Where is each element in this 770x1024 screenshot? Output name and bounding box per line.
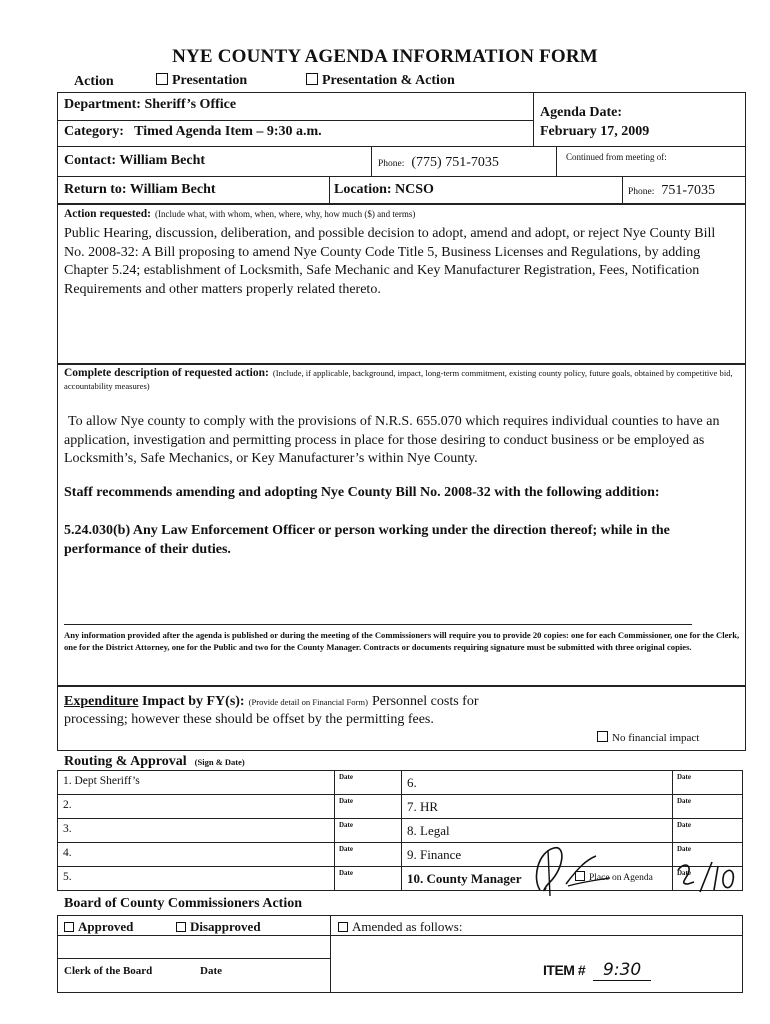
routing-row-4-label: 4. (63, 847, 72, 859)
action-requested-text: Public Hearing, discussion, deliberation, and possible decision to adopt, amend and adopt, or reject Nye County Bill No. 2008-32: A Bill proposing to amend Nye County Code Title 5, Business Licenses and Regulations, by adding Chapter 5.24; establishment of Locksmith, Safe Mechanic and Key Manufacturer Registration, Fees, Notification Requirements and other matters properly related thereto. (64, 226, 716, 297)
routing-row-3-label: 3. (63, 823, 72, 835)
form-title: NYE COUNTY AGENDA INFORMATION FORM (172, 46, 598, 67)
clerk-of-board-label: Clerk of the Board (64, 965, 153, 977)
county-manager-signature (520, 838, 630, 898)
expenditure-text: processing; however these should be offset by the permitting fees. (64, 712, 434, 727)
amended-option[interactable]: Amended as follows: (338, 919, 462, 935)
action-label: Action (74, 74, 114, 89)
complete-description-heading: Complete description of requested action: (Include, if applicable, background, impact, long-term commitment, existing county policy, future goals, obtained by competitive bid, accountability measures) (64, 367, 733, 391)
staff-recommendation: Staff recommends amending and adopting Nye County Bill No. 2008-32 with the following addition: (64, 485, 660, 500)
approval-date-handwriting (674, 856, 738, 896)
continued-from-label: Continued from meeting of: (566, 152, 667, 162)
routing-date-label: Date (339, 773, 353, 781)
routing-row-6-label: 6. (407, 775, 417, 790)
department-field: Department: Sheriff’s Office (64, 97, 237, 112)
return-phone: Phone: 751-7035 (628, 183, 716, 198)
routing-row-8-label: 8. Legal (407, 823, 450, 838)
category-field: Category: Timed Agenda Item – 9:30 a.m. (64, 124, 322, 139)
routing-row-2-label: 2. (63, 799, 72, 811)
place-on-agenda-option[interactable]: Place on Agenda (575, 871, 653, 883)
presentation-action-option[interactable]: Presentation & Action (306, 73, 455, 89)
disapproved-option[interactable]: Disapproved (176, 919, 261, 935)
agenda-date-value: February 17, 2009 (540, 124, 650, 139)
routing-date-label: Date (339, 845, 353, 853)
no-financial-impact-checkbox[interactable] (597, 731, 608, 742)
disapproved-checkbox[interactable] (176, 922, 186, 932)
routing-heading: Routing & Approval (Sign & Date) (64, 754, 245, 769)
approved-option[interactable]: Approved (64, 919, 133, 935)
routing-date-label: Date (677, 797, 691, 805)
amended-checkbox[interactable] (338, 922, 348, 932)
routing-date-label: Date (677, 773, 691, 781)
routing-date-label: Date (339, 869, 353, 877)
routing-row-10-label: 10. County Manager (407, 871, 522, 886)
contact-phone: Phone: (775) 751-7035 (378, 155, 499, 170)
routing-row-7-label: 7. HR (407, 799, 439, 814)
complete-description-text: To allow Nye county to comply with the provisions of N.R.S. 655.070 which requires individual counties to have an application, investigation and permitting process in place for those desiring to conduct business or be employed as Locksmith’s, Safe Mechanics, or Key Manufacturer’s within Nye County. (64, 414, 720, 466)
copies-notice: Any information provided after the agenda is published or during the meeting of the Commissioners will require you to provide 20 copies: one for each Commissioner, one for the Clerk, one for the District Attorney, one for the Public and two for the County Manager. Contracts or documents requiring signature must be submitted with three original copies. (64, 630, 740, 652)
item-number-stamp: ITEM # 9:30 (543, 960, 651, 981)
routing-row-1-label: 1. Dept Sheriff’s (63, 775, 140, 787)
return-to-field: Return to: William Becht (64, 182, 216, 197)
presentation-checkbox[interactable] (156, 73, 168, 85)
routing-row-9-label: 9. Finance (407, 847, 462, 862)
agenda-date-label: Agenda Date: (540, 105, 623, 120)
action-requested-heading: Action requested: (Include what, with whom, when, where, why, how much ($) and terms) (64, 208, 416, 220)
location-field: Location: NCSO (334, 182, 434, 197)
expenditure-heading: Expenditure Impact by FY(s): (Provide detail on Financial Form) Personnel costs for (64, 694, 479, 709)
item-number-value: 9:30 (593, 960, 651, 981)
routing-row-5-label: 5. (63, 871, 72, 883)
routing-date-label: Date (677, 845, 691, 853)
routing-date-label: Date (677, 821, 691, 829)
clerk-date-label: Date (200, 965, 222, 977)
approved-checkbox[interactable] (64, 922, 74, 932)
routing-date-label: Date (677, 869, 691, 877)
presentation-option[interactable]: Presentation (156, 73, 247, 89)
bill-addition-text: 5.24.030(b) Any Law Enforcement Officer or person working under the direction thereof; while in the performance of their duties. (64, 523, 670, 557)
presentation-action-checkbox[interactable] (306, 73, 318, 85)
routing-date-label: Date (339, 821, 353, 829)
contact-field: Contact: William Becht (64, 153, 206, 168)
routing-date-label: Date (339, 797, 353, 805)
no-financial-impact-option[interactable]: No financial impact (597, 731, 699, 744)
board-action-heading: Board of County Commissioners Action (64, 896, 303, 911)
